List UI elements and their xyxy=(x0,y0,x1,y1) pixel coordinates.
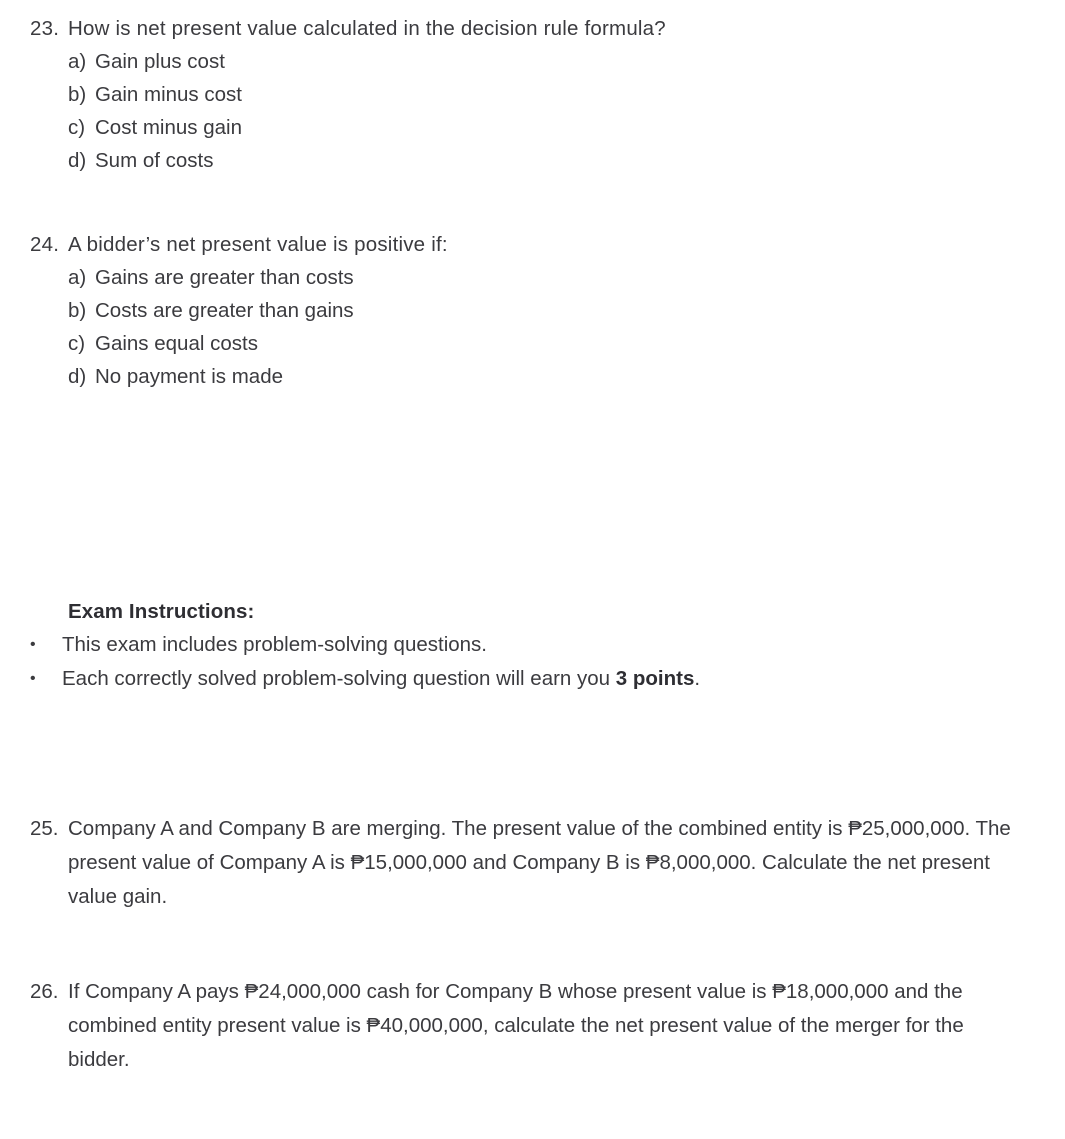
option-letter: d) xyxy=(68,365,87,388)
option-letter: b) xyxy=(68,83,87,106)
option-label: Gain minus cost xyxy=(95,83,242,106)
option-label: No payment is made xyxy=(95,365,284,388)
option-24-b[interactable] xyxy=(68,294,1035,327)
problem-number-26: 26. xyxy=(30,980,59,1003)
question-block-23 xyxy=(0,12,1035,177)
option-list-23 xyxy=(0,45,1035,177)
problem-number-25: 25. xyxy=(30,817,59,840)
option-letter: c) xyxy=(68,332,86,355)
question-heading-23 xyxy=(0,12,1035,45)
option-label: Costs are greater than gains xyxy=(95,299,354,322)
option-23-d[interactable] xyxy=(68,144,1035,177)
exam-instructions-heading: Exam Instructions: xyxy=(68,600,255,623)
question-heading-24 xyxy=(0,228,1035,261)
option-label: Gains equal costs xyxy=(95,332,258,355)
option-24-a[interactable] xyxy=(68,261,1035,294)
instruction-text-lead: Each correctly solved problem-solving question will earn you xyxy=(62,667,616,690)
option-label: Cost minus gain xyxy=(95,116,242,139)
option-letter: b) xyxy=(68,299,87,322)
option-list-24 xyxy=(0,261,1035,393)
instruction-text xyxy=(62,628,1035,662)
instruction-item-2 xyxy=(0,662,1035,696)
problem-block-26 xyxy=(0,975,1035,1077)
problem-text-26: If Company A pays ₱24,000,000 cash for Company B whose present value is ₱18,000,000 and the combined entity present value is ₱40,000,000, calculate the net present value of the merger for the bidder. xyxy=(68,980,964,1071)
question-number-24: 24. xyxy=(30,233,60,256)
option-24-d[interactable] xyxy=(68,360,1035,393)
instruction-points-emphasis: 3 points xyxy=(615,667,695,690)
option-23-b[interactable] xyxy=(68,78,1035,111)
instruction-text xyxy=(62,662,1035,696)
option-23-a[interactable] xyxy=(68,45,1035,78)
option-label: Gains are greater than costs xyxy=(95,266,354,289)
option-23-c[interactable] xyxy=(68,111,1035,144)
exam-instructions-list xyxy=(0,628,1035,696)
option-letter: c) xyxy=(68,116,86,139)
option-24-c[interactable] xyxy=(68,327,1035,360)
question-text-23: How is net present value calculated in the decision rule formula? xyxy=(68,17,666,40)
problem-block-25 xyxy=(0,812,1035,914)
question-number-23: 23. xyxy=(30,17,60,40)
question-block-24 xyxy=(0,228,1035,393)
instruction-text-tail: . xyxy=(694,667,701,690)
option-letter: a) xyxy=(68,266,87,289)
option-label: Gain plus cost xyxy=(95,50,225,73)
option-letter: a) xyxy=(68,50,87,73)
instruction-item-1 xyxy=(0,628,1035,662)
problem-text-25: Company A and Company B are merging. The present value of the combined entity is ₱25,000,000. The present value of Company A is ₱15,000,000 and Company B is ₱8,000,000. Calculate the net present value gain. xyxy=(68,817,1011,908)
bullet-icon: • xyxy=(30,670,36,687)
instruction-text-lead: This exam includes problem-solving questions. xyxy=(62,633,488,656)
option-letter: d) xyxy=(68,149,87,172)
bullet-icon: • xyxy=(30,636,36,653)
option-label: Sum of costs xyxy=(95,149,214,172)
question-text-24: A bidder’s net present value is positive if: xyxy=(68,233,448,256)
exam-instructions-block xyxy=(0,595,1035,696)
